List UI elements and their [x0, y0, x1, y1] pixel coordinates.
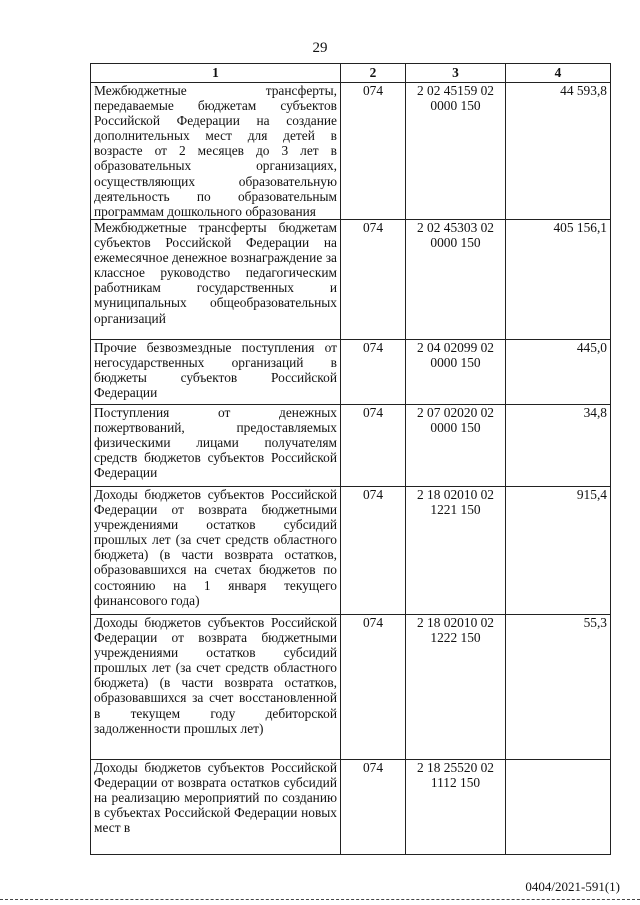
row-admin-code: 074	[341, 220, 406, 340]
row-budget-code: 2 02 45159 02 0000 150	[406, 83, 506, 220]
table-row	[91, 405, 611, 487]
row-admin-code: 074	[341, 340, 406, 405]
row-description: Поступления от денежных пожертвований, предоставляемых физическими лицами получателям средств бюджетов субъектов Российской Федерации	[91, 405, 341, 487]
row-budget-code: 2 04 02099 02 0000 150	[406, 340, 506, 405]
row-amount: 405 156,1	[506, 220, 611, 340]
row-description: Межбюджетные трансферты бюджетам субъектов Российской Федерации на ежемесячное денежное вознаграждение за классное руководство педагогическим работникам государственных и муниципальных общеобразовательных организаций	[91, 220, 341, 340]
row-amount: 34,8	[506, 405, 611, 487]
document-registration-code: 0404/2021-591(1)	[525, 879, 620, 894]
table-row	[91, 760, 611, 855]
table-header-row	[91, 64, 611, 83]
row-amount: 55,3	[506, 615, 611, 760]
row-budget-code: 2 18 02010 02 1221 150	[406, 487, 506, 615]
table-row	[91, 487, 611, 615]
table-row	[91, 340, 611, 405]
table-row	[91, 220, 611, 340]
table-row	[91, 83, 611, 220]
row-description: Прочие безвозмездные поступления от негосударственных организаций в бюджеты субъектов Российской Федерации	[91, 340, 341, 405]
row-budget-code: 2 07 02020 02 0000 150	[406, 405, 506, 487]
row-description: Доходы бюджетов субъектов Российской Федерации от возврата остатков субсидий на реализацию мероприятий по созданию в субъектах Российской Федерации новых мест в	[91, 760, 341, 855]
row-description: Межбюджетные трансферты, передаваемые бюджетам субъектов Российской Федерации на создание дополнительных мест для детей в возрасте от 2 месяцев до 3 лет в образовательных организациях, осуществляющих образовательную деятельность по образовательным программам дошкольного образования	[91, 83, 341, 220]
row-description: Доходы бюджетов субъектов Российской Федерации от возврата бюджетными учреждениями остатков субсидий прошлых лет (за счет средств областного бюджета) (в части возврата остатков, образовавшихся на счетах бюджетов по состоянию на 1 января текущего финансового года)	[91, 487, 341, 615]
table-row	[91, 615, 611, 760]
row-amount: 44 593,8	[506, 83, 611, 220]
column-header-1: 1	[91, 64, 341, 83]
page-number: 29	[312, 40, 328, 56]
row-amount: 445,0	[506, 340, 611, 405]
column-header-2: 2	[341, 64, 406, 83]
column-header-3: 3	[406, 64, 506, 83]
row-budget-code: 2 18 25520 02 1112 150	[406, 760, 506, 855]
row-budget-code: 2 02 45303 02 0000 150	[406, 220, 506, 340]
row-admin-code: 074	[341, 83, 406, 220]
row-admin-code: 074	[341, 615, 406, 760]
row-admin-code: 074	[341, 760, 406, 855]
row-amount	[506, 760, 611, 855]
row-amount: 915,4	[506, 487, 611, 615]
column-header-4: 4	[506, 64, 611, 83]
revenue-table	[90, 63, 611, 855]
row-budget-code: 2 18 02010 02 1222 150	[406, 615, 506, 760]
row-admin-code: 074	[341, 487, 406, 615]
row-description: Доходы бюджетов субъектов Российской Федерации от возврата бюджетными учреждениями остатков субсидий прошлых лет (за счет средств областного бюджета) (в части возврата остатков, образовавшихся за счет восстановленной в текущем году дебиторской задолженности прошлых лет)	[91, 615, 341, 760]
footer-divider	[0, 899, 640, 900]
row-admin-code: 074	[341, 405, 406, 487]
